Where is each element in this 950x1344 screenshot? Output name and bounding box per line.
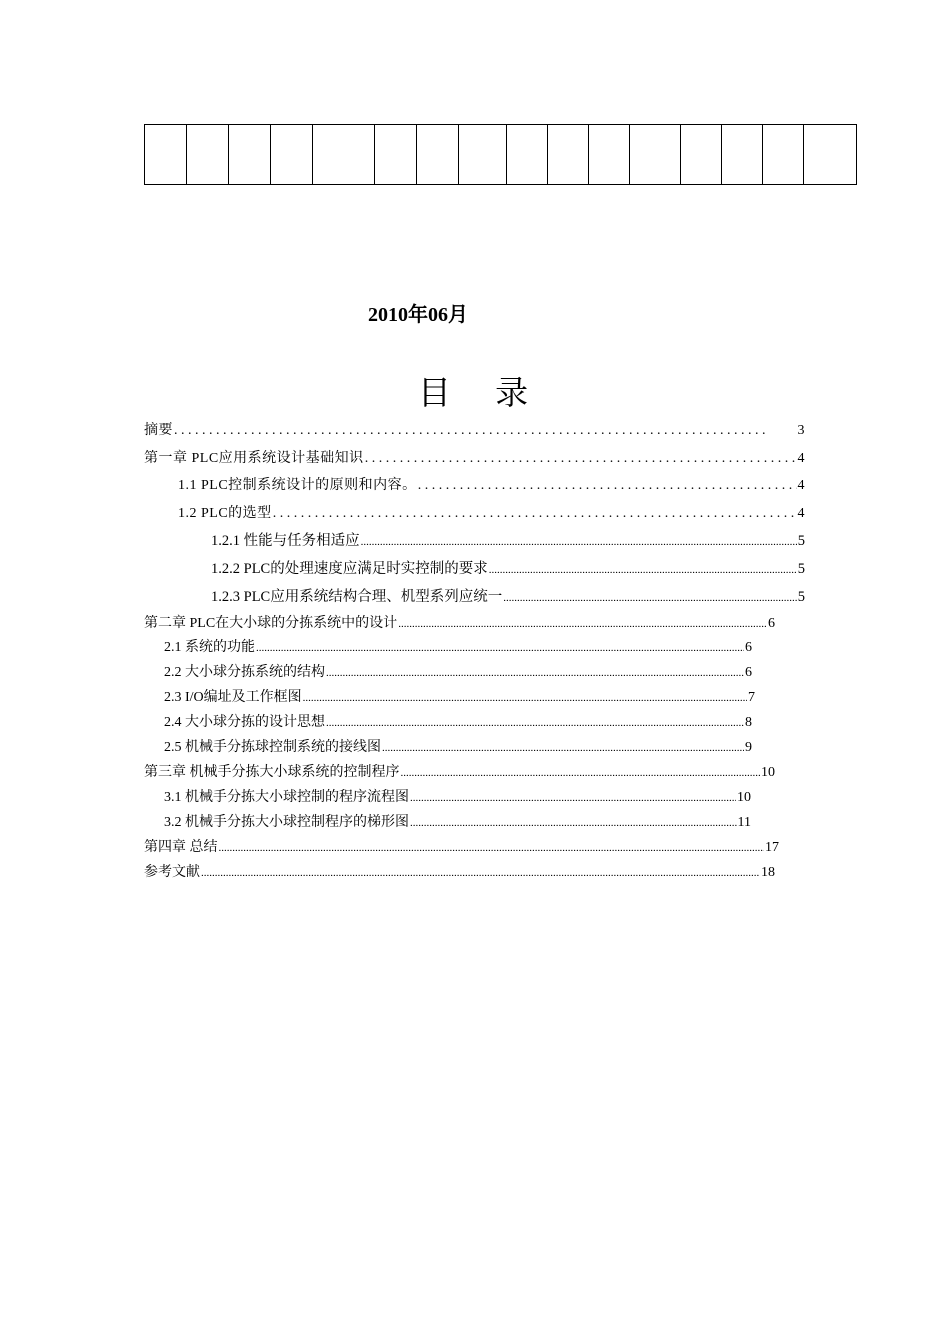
toc-entry-1-2-1[interactable] bbox=[211, 531, 805, 551]
toc-entry-1-2[interactable] bbox=[178, 504, 805, 524]
toc-entry-chapter-4[interactable] bbox=[144, 838, 779, 858]
toc-entry-page: 5 bbox=[797, 561, 805, 577]
toc-entry-3-2[interactable] bbox=[164, 813, 751, 833]
grid-cell bbox=[630, 125, 681, 185]
toc-leader bbox=[398, 614, 767, 634]
toc-entry-text: 2.4 大小球分拣的设计思想 bbox=[164, 715, 325, 730]
toc-entry-1-2-2[interactable] bbox=[211, 559, 805, 579]
toc-entry-page: 4 bbox=[797, 506, 805, 521]
toc-entry-2-5[interactable] bbox=[164, 738, 752, 758]
grid-cell bbox=[417, 125, 459, 185]
toc-entry-1-2-3[interactable] bbox=[211, 587, 805, 607]
toc-entry-chapter-3[interactable] bbox=[144, 763, 775, 783]
toc-entry-page: 6 bbox=[745, 640, 752, 655]
toc-entry-page: 6 bbox=[768, 616, 775, 631]
toc-entry-2-4[interactable] bbox=[164, 713, 752, 733]
toc-leader bbox=[303, 688, 747, 708]
toc-entry-text: 1.2.3 PLC应用系统结构合理、机型系列应统一 bbox=[211, 589, 503, 605]
toc-entry-text: 3.1 机械手分拣大小球控制的程序流程图 bbox=[164, 790, 409, 805]
grid-cell bbox=[313, 125, 375, 185]
toc-entry-text: 参考文献 bbox=[144, 865, 200, 880]
toc-entry-page: 8 bbox=[745, 715, 752, 730]
toc-entry-chapter-2[interactable] bbox=[144, 614, 775, 634]
toc-entry-text: 第三章 机械手分拣大小球系统的控制程序 bbox=[144, 765, 400, 780]
toc-entry-1-1[interactable] bbox=[178, 476, 805, 496]
toc-leader bbox=[410, 788, 736, 808]
toc-entry-page: 11 bbox=[737, 815, 751, 830]
toc-entry-page: 9 bbox=[745, 740, 752, 755]
toc-entry-abstract[interactable] bbox=[144, 421, 805, 441]
grid-cell bbox=[459, 125, 507, 185]
toc-leader bbox=[361, 531, 797, 552]
toc-entry-3-1[interactable] bbox=[164, 788, 751, 808]
grid-cell bbox=[507, 125, 548, 185]
grid-cell bbox=[548, 125, 589, 185]
toc-entry-text: 2.1 系统的功能 bbox=[164, 640, 255, 655]
toc-entry-text: 第一章 PLC应用系统设计基础知识 bbox=[144, 451, 364, 466]
grid-cell bbox=[271, 125, 313, 185]
toc-entry-2-2[interactable] bbox=[164, 663, 752, 683]
grid-cell bbox=[722, 125, 763, 185]
date-label: 2010年06月 bbox=[368, 304, 468, 326]
toc-entry-2-1[interactable] bbox=[164, 638, 752, 658]
toc-entry-text: 1.2 PLC的选型 bbox=[178, 506, 272, 521]
grid-cell bbox=[681, 125, 722, 185]
toc-entry-page: 3 bbox=[797, 423, 805, 438]
toc-entry-page: 5 bbox=[797, 533, 805, 549]
toc-entry-text: 摘要 bbox=[144, 423, 173, 438]
grid-cell bbox=[145, 125, 187, 185]
toc-entry-text: 2.3 I/O编址及工作框图 bbox=[164, 690, 302, 705]
toc-leader bbox=[326, 713, 744, 733]
toc-entry-page: 5 bbox=[797, 589, 805, 605]
toc-entry-page: 4 bbox=[797, 478, 805, 493]
toc-entry-page: 10 bbox=[761, 765, 775, 780]
grid-cell bbox=[229, 125, 271, 185]
toc-leader bbox=[503, 587, 797, 608]
toc-entry-text: 1.2.1 性能与任务相适应 bbox=[211, 533, 360, 549]
toc-entry-text: 2.5 机械手分拣球控制系统的接线图 bbox=[164, 740, 381, 755]
toc-entry-page: 17 bbox=[765, 840, 779, 855]
toc-leader bbox=[418, 476, 797, 496]
grid-cell bbox=[589, 125, 630, 185]
toc-entry-text: 2.2 大小球分拣系统的结构 bbox=[164, 665, 325, 680]
toc-leader bbox=[256, 638, 744, 658]
toc-leader bbox=[410, 813, 737, 833]
toc-entry-page: 6 bbox=[745, 665, 752, 680]
toc-leader bbox=[273, 504, 797, 524]
grid-cell bbox=[804, 125, 857, 185]
grid-cell bbox=[375, 125, 417, 185]
header-grid-table bbox=[144, 124, 857, 185]
grid-cell bbox=[187, 125, 229, 185]
toc-entry-chapter-1[interactable] bbox=[144, 449, 805, 469]
toc-leader bbox=[489, 559, 797, 580]
toc-entry-page: 4 bbox=[797, 451, 805, 466]
toc-entry-text: 1.1 PLC控制系统设计的原则和内容。 bbox=[178, 478, 417, 493]
toc-leader bbox=[219, 838, 765, 858]
toc-leader bbox=[201, 863, 760, 883]
toc-leader bbox=[382, 738, 744, 758]
toc-entry-text: 3.2 机械手分拣大小球控制程序的梯形图 bbox=[164, 815, 409, 830]
toc-entry-page: 7 bbox=[748, 690, 755, 705]
toc-entry-text: 第二章 PLC在大小球的分拣系统中的设计 bbox=[144, 616, 398, 631]
grid-cell bbox=[763, 125, 804, 185]
toc-leader bbox=[326, 663, 744, 683]
toc-leader bbox=[174, 421, 797, 441]
toc-entry-page: 18 bbox=[761, 865, 775, 880]
toc-entry-text: 第四章 总结 bbox=[144, 840, 218, 855]
toc-title: 目 录 bbox=[417, 376, 547, 412]
toc-entry-page: 10 bbox=[737, 790, 751, 805]
header-grid-row bbox=[145, 125, 857, 185]
toc-entry-2-3[interactable] bbox=[164, 688, 755, 708]
toc-entry-references[interactable] bbox=[144, 863, 775, 883]
toc-entry-text: 1.2.2 PLC的处理速度应满足时实控制的要求 bbox=[211, 561, 488, 577]
toc-leader bbox=[365, 449, 797, 469]
toc-leader bbox=[401, 763, 761, 783]
